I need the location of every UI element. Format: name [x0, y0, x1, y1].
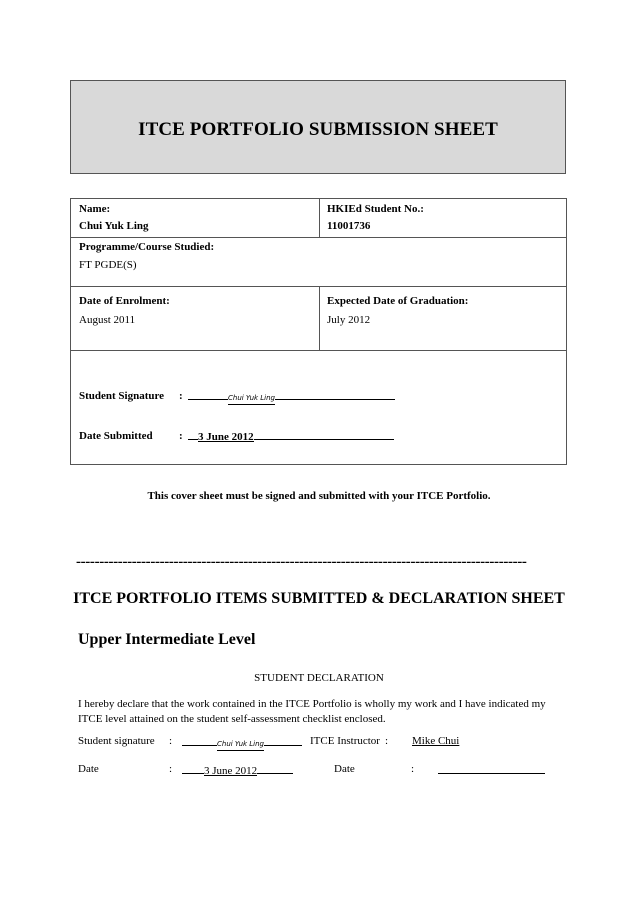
signature-colon: :	[179, 390, 183, 402]
student-no-value: 11001736	[327, 220, 371, 232]
programme-value: FT PGDE(S)	[79, 259, 137, 271]
signature-field	[188, 389, 395, 405]
date-submitted-value: 3 June 2012	[198, 431, 254, 443]
student-info-table	[70, 198, 567, 465]
date-submitted-colon: :	[179, 430, 183, 442]
header-box	[70, 80, 566, 174]
student-signature-script: Chui Yuk Ling	[217, 740, 264, 751]
date-colon: :	[169, 763, 173, 775]
graduation-value: July 2012	[327, 314, 371, 326]
signature-script: Chui Yuk Ling	[228, 394, 275, 405]
student-signature-label: Student signature	[78, 735, 155, 747]
date-value: 3 June 2012	[204, 765, 258, 777]
date-submitted-label: Date Submitted	[79, 430, 153, 442]
programme-label: Programme/Course Studied:	[79, 241, 215, 253]
level-heading: Upper Intermediate Level	[78, 631, 256, 648]
row-divider	[71, 350, 566, 351]
separator-line: -------------------------------------------------------------------------------------------------	[76, 554, 527, 570]
instructor-colon: :	[385, 735, 389, 747]
enrolment-label: Date of Enrolment:	[79, 295, 170, 307]
section-title: ITCE PORTFOLIO ITEMS SUBMITTED & DECLARATION SHEET	[73, 590, 565, 607]
date2-label: Date	[334, 763, 355, 775]
enrolment-value: August 2011	[79, 314, 136, 326]
declaration-heading: STUDENT DECLARATION	[254, 672, 384, 684]
name-label: Name:	[79, 203, 111, 215]
date2-field	[438, 763, 545, 777]
name-value: Chui Yuk Ling	[79, 220, 149, 232]
student-signature-field	[182, 735, 302, 751]
declaration-text: I hereby declare that the work contained in the ITCE Portfolio is wholly my work and I have indicated my ITCE level attained on the student self-assessment checklist enclosed.	[78, 698, 546, 725]
column-divider-mid	[319, 286, 320, 350]
date2-colon: :	[411, 763, 415, 775]
date-submitted-field	[188, 429, 394, 443]
date-label: Date	[78, 763, 99, 775]
instructor-label: ITCE Instructor	[310, 735, 380, 747]
instructor-value: Mike Chui	[412, 735, 460, 747]
student-no-label: HKIEd Student No.:	[327, 203, 424, 215]
row-divider	[71, 237, 566, 238]
student-signature-colon: :	[169, 735, 173, 747]
signature-label: Student Signature	[79, 390, 165, 402]
cover-sheet-note: This cover sheet must be signed and submitted with your ITCE Portfolio.	[147, 490, 491, 502]
page-title: ITCE PORTFOLIO SUBMISSION SHEET	[138, 119, 498, 140]
graduation-label: Expected Date of Graduation:	[327, 295, 469, 307]
date-field	[182, 763, 293, 777]
column-divider-top	[319, 199, 320, 237]
